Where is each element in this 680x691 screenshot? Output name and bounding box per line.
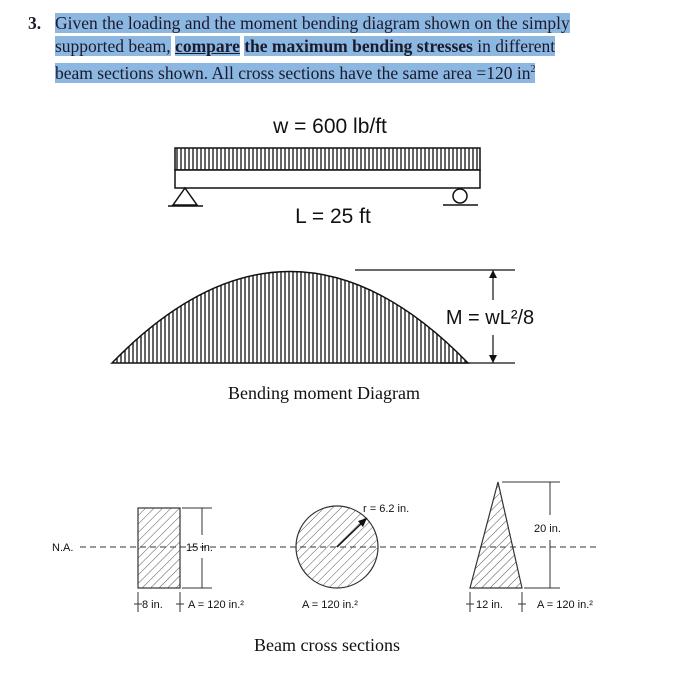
beam [175, 170, 480, 188]
load-label: w = 600 lb/ft [273, 115, 387, 138]
triangle-height-label: 20 in. [534, 523, 561, 535]
compare-keyword: compare [175, 36, 240, 56]
rectangular-section [134, 508, 244, 612]
rect-width-label: 8 in. [142, 599, 163, 611]
moment-diagram-caption: Bending moment Diagram [228, 383, 420, 403]
area-exponent: 2 [530, 64, 536, 75]
question-line1-highlight: Given the loading and the moment bending diagram shown [55, 13, 471, 33]
bending-moment-diagram [112, 270, 534, 363]
moment-parabola [112, 272, 468, 364]
triangle-base-label: 12 in. [476, 599, 503, 611]
circle-radius-label: r = 6.2 in. [363, 503, 410, 515]
circular-section [296, 503, 409, 611]
distributed-load [175, 148, 480, 170]
question-line2-end: in different [472, 36, 556, 56]
triangle-area-label: A = 120 in.² [537, 599, 593, 611]
circle-area-label: A = 120 in.² [302, 599, 358, 611]
length-label: L = 25 ft [295, 205, 371, 228]
question-line3-start: beam [55, 62, 93, 83]
question-line1-end: on the simply [470, 13, 570, 33]
rect-height-label: 15 in. [186, 542, 213, 554]
rect-area-label: A = 120 in.² [188, 599, 244, 611]
cross-sections [52, 482, 600, 612]
roller-support-icon [443, 189, 478, 205]
pin-support-icon [168, 188, 203, 206]
max-stress-phrase: the maximum bending stresses [244, 36, 473, 56]
question-line2-start: supported beam, [55, 36, 171, 56]
question-number: 3. [28, 13, 42, 33]
max-moment-label: M = wL²/8 [445, 307, 535, 329]
loaded-beam [168, 115, 480, 228]
area-statement: sections shown. All cross sections have the same area =120 in [92, 62, 531, 83]
neutral-axis-label: N.A. [52, 542, 74, 554]
cross-sections-caption: Beam cross sections [254, 635, 400, 655]
